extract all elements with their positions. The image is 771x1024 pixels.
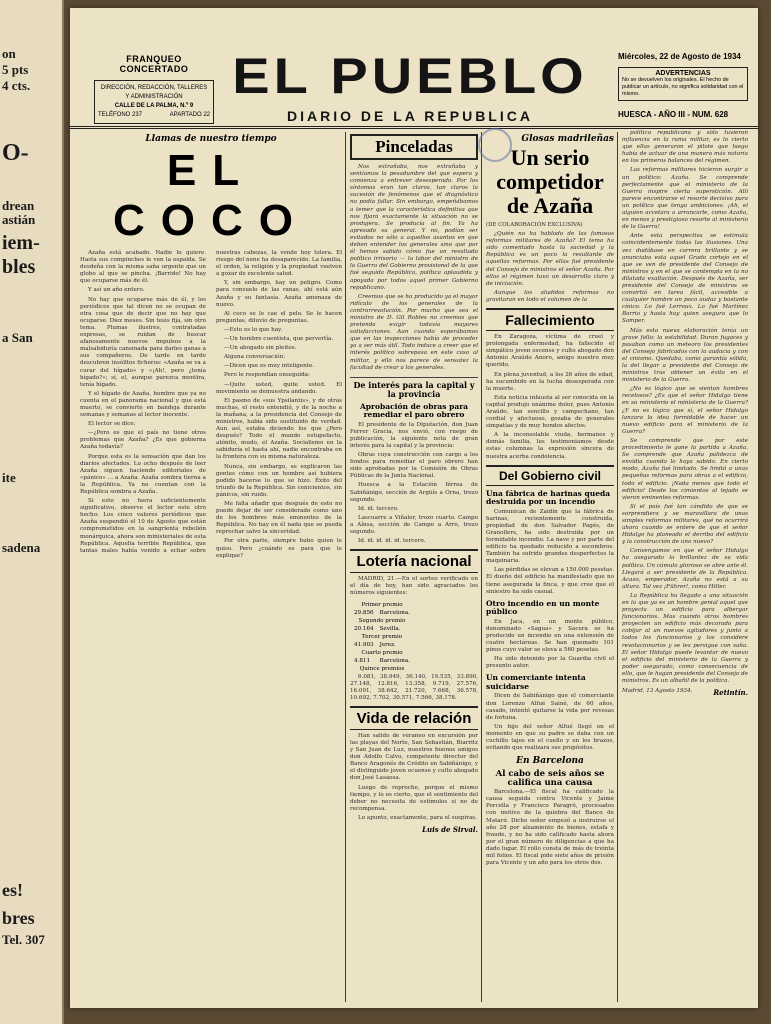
prize-number: 4.811 [354, 657, 371, 664]
masthead-left-box [94, 54, 214, 124]
fallecimiento-heading: Fallecimiento [486, 308, 614, 331]
suicida-body [486, 693, 614, 752]
admin-label: DIRECCIÓN, REDACCIÓN, TALLERES Y ADMINISTRACIÓN [100, 85, 208, 100]
paragraph: Más esta nueva elaboración tenía un grave fallo: la estabilidad. Duran fugaces y pasaban como un meteoro los presidentes del Consejo fabricados con la audacia y con el cinismo. Quedaba, como garantía sólida, la del llegar a presidente del Consejo de ministros tras obtener un éxito en el ministerio de la Guerra. [622, 327, 748, 384]
paragraph: Ha sido detenido por la Guardia civil el presunto autor. [486, 656, 614, 670]
paragraph: Azaña está acabado. Nadie lo quiere. Hasta sus compinches le ven la espalda. Se desdeña con la misma saña urgente que un globo al que se pincha. ¡Barrido! No hay que ocuparse más de él. [80, 250, 206, 285]
fallecimiento-body [486, 334, 614, 461]
advertencias-box [618, 67, 748, 101]
paragraph: Id. id. tercero. [358, 505, 399, 512]
gobierno-heading: Del Gobierno civil [486, 465, 614, 486]
paragraph: —Un hombre cuentista, que pervertía. [224, 336, 334, 343]
paragraph: —Dicen que es muy inteligente. [224, 363, 315, 370]
harinas-body [486, 509, 614, 596]
paragraph: Y así un año entero. [88, 287, 145, 294]
loteria-heading: Lotería nacional [350, 549, 478, 573]
paragraph: Esta noticia infausta al ser conocida en la capital produjo unánime dolor, pues Antonio Araúdo, tan sencillo y campechano, tan cordial y afectuoso, gozaba de generales simpatías y de muy hondos afectos. [486, 394, 614, 430]
competidor-body [486, 222, 614, 304]
vida-body [350, 733, 478, 822]
spine-fragment: 4 cts. [2, 78, 31, 93]
paragraph: ¿No es lógico que se sientan hombres recelosos? ¿Es que el señor Hidalgo tiene en su ministerio el ministerio de la Guerra? ¿Y no es lógico que sí, el señor Hidalgo lanzara la idea formidable de hacer un nuevo edificio para el ministerio de la Guerra? [622, 386, 748, 435]
suicida-headline: Un comerciante intenta suicidarse [486, 673, 586, 691]
paragraph: La República ha llegado a una situación en la que ya es un hombre genial aquel que proyecta un edificio para albergar funcionarios. Mas cuando otros hombres proyecten un edificio más decorado para cobijar al un nuevos agitadores y junto a todos los funcionarios y los considere revolucionarios y se les persigue con saña. El señor Hidalgo puede levantar de nuevo el edificio del ministerio de la Guerra y poder asegurado, como consecuencia de ello, que le hagan presidente del Consejo de ministros. Es un albañil de la política. [622, 592, 748, 685]
paragraph: Al coco se le cae el pelo. Se le hacen preguntas, diluvio de preguntas. [216, 310, 342, 324]
article-body [80, 250, 342, 560]
paragraph: En plena juventud, a los 26 años de edad, ha sucumbido en la lucha desesperada con la muerte. [486, 371, 614, 392]
paragraph: Dicen de Sabiñánigo que el comerciante don Lorenzo Alfué Sainé, de 60 años, casado, intentó quitarse la vida por revesas de fortuna. [486, 693, 614, 721]
paragraph: Y el hígado de Azaña, hombre que ya no cuenta en el panorama nacional y que está muerto, se convierte en bandeja durante semanas y semanas al lector inocente. [80, 390, 206, 419]
column-rule [481, 132, 482, 1002]
franqueo-label: FRANQUEO CONCERTADO [119, 54, 189, 74]
spine-fragment: es! [2, 880, 23, 900]
paragraph: A la inconsolable viuda, hermanos y demás familia, les testimoniamos desde estas columnas la expresión sincera de nuestra acerba condolencia. [486, 432, 614, 460]
barcelona-body [486, 789, 614, 867]
quince-numbers [350, 674, 478, 702]
paragraph: Han salido de veraneo en excursión por las playas del Norte, San Sebastián, Biarritz y San Juan de Luz, nuestros buenos amigos don Adolfo Calvo, competente director del Banco Aragonés de Crédito en Sabiñánigo, y el distinguido joven ocuense y culto abogado don José Lasaosa. [350, 732, 478, 782]
spine-fragment: drean [2, 198, 35, 213]
paragraph: El lector se dice: [88, 421, 136, 428]
column-rule [617, 132, 618, 1002]
paragraph: Las pérdidas se elevan a 150.000 pesetas. El dueño del edificio ha manifestado que no tiene asegurada la finca, y que cree que el siniestro ha sido casual. [486, 567, 614, 595]
article-kicker: Llamas de nuestro tiempo [145, 134, 277, 144]
dateline: Madrid, 13 Agosto 1934. [622, 688, 693, 695]
competidor-headline: Un serio competidor de Azaña [496, 145, 604, 218]
issue-number: HUESCA - AÑO III - NUM. 628 [618, 110, 729, 119]
pinceladas-body [350, 164, 478, 372]
signature: Luis de Sirval. [422, 825, 478, 834]
prize-place: Jerez. [379, 641, 396, 648]
prize-label: Segundo premio [358, 617, 406, 624]
paragraph: Luego de reproche, porque el mismo tiempo, y lo es cierto, que el sentimiento del deber no necesita de estímulos si no de recompensa. [350, 784, 478, 812]
prize-label: Cuarto premio [361, 649, 403, 656]
spine-fragment: bres [2, 908, 35, 928]
spine-fragment: ite [2, 470, 16, 485]
monte-body [486, 619, 614, 671]
paragraph: Ante esta perspectiva se estimula coincidentemente todas las ilusiones. Una vez dudábase en carrera brillante y se anunciaba esta aquel Grado cortejo en el que se ven de presidente del Consejo de ministros y en el que se contempla en la no dilatada exaltación. Después de Azaña, ser presidente del Consejo de ministros se convirtió en tarea fácil, accesible a cualquier hombre un poco audaz y bastante cínico. Lo fué Lerroux. Lo fué Martínez Barrio y hasta hay quien asegura que lo Samper. [622, 233, 748, 325]
newspaper-page [70, 8, 758, 1008]
obras-headline: Aprobación de obras para remediar el paro obrero [359, 401, 469, 420]
prize-place: Barcelona. [379, 657, 411, 664]
masthead [70, 8, 758, 129]
glosas-kicker: Glosas madrileñas [521, 134, 614, 144]
prize-label: Quince premios [359, 665, 405, 672]
paragraph: El pasmo de «sus Ypsilantis», y de otras muchas, el resto entendió, y de la noche a la mañana, a la presidencia del Consejo de ministros, había sido sustituido de verdad. Aun así, estaba diciendo los que ¿Pero después? Todo el mundo estupefacto, atónito, mudo, el Azaña. Socialismo en la sabiduría el hasta ahí, nadie encontraba en la frontera con su misma naturaleza. [216, 397, 342, 461]
prize-number: 29.856 [354, 609, 374, 616]
paragraph: Las reformas militares hicieron surgir a un político: Azaña. Se comprende perfectamente que el ministerio de la Guerra inspire cierta superstición. Allí parece encontrarse el resorte decisivo para un político que tenga ambiciones. ¡Ah, el alguien accetara a arrancarle, como Azaña, en menos y prestigioso resorte al ministerio de la Guerra! [622, 167, 748, 231]
newspaper-subtitle: DIARIO DE LA REPUBLICA [287, 108, 533, 124]
paragraph: Si el país fué tan cándido de que se sorprendiera y se maravillara de unas simples reformas militares, qué no ocurrirá ahora cuando se entere de que el señor Hidalgo ha planeado el derribo del edificio y la construcción de uno nuevo? [622, 503, 748, 546]
pinceladas-heading: Pinceladas [350, 134, 478, 160]
prize-label: Tercer premio [361, 633, 403, 640]
spine-fragment: iem- [2, 232, 40, 254]
paragraph: En Jaca, en un monte público, denominado «Sagua» y Sacera se ha producido un incendio en una extensión de cuatro hectáreas. Se han quemado 101 pinos cuyo valor se eleva a 560 pesetas. [486, 618, 614, 654]
paragraph: Id. id. id. id. id. tercero. [358, 538, 426, 545]
paragraph: —Esto es lo que hay. [224, 326, 283, 333]
paragraph: Aunque los aludidos reformas no gravitaran en todo el volumen de la [486, 289, 614, 303]
paragraph: 6.081, 38.949, 36.140, 19.535, 33.890, 27.148, 12.816, 13.358, 9.719, 27.576, 16.091, 38.642, 21.720, 7.668, 36.578, 10.692, 7.702, 30.571, 7.566, 38.178. [350, 673, 478, 701]
paragraph: —Un abogado sin pleitos. [224, 345, 297, 352]
paragraph: Pero le respondían enseguida: [224, 372, 310, 379]
adjacent-page-spine [0, 0, 64, 1024]
address-label: CALLE DE LA PALMA, N.º 9 [114, 103, 194, 109]
paragraph: Nos extrañaba, nos extrañaba y sentíamos la pesadumbre del que espera y comienza a entrever desesperado. Por los síntomas eran tan claros, tan claros la sucesión de fenómenos que el diagnóstico no podía fallar. Sin embargo, empeñábamos a temer que la característica definitiva que nos fijara exactamente la situación no se produjera. Se producía al fin. Ya ha apresado su general. Y no, podían ser evitados no sólo a aquellos asuntos en que deben entender los generales sino que por él hemos sabido cómo fue un resultado político irrisorio — la labor del ministro de la Guerra del Gobierno provisional de la que fué seguida República, política aplaudida y apoyada por todos aquel primer Gobierno republicano. [350, 164, 478, 291]
paragraph: Lascuarre a Viñaler, trozo cuarto. Campo a Aínsa, sección de Campo a Arro, trozo segundo. [350, 514, 478, 536]
paragraph: Alguna conversación: [224, 354, 285, 361]
advertencias-text: No se devuelven los originales. El hecho de publicar un artículo, no significa solidaridad con el mismo. [622, 77, 744, 97]
paragraph: Se comprende que por este procedimiento le gane la partida a Azaña. Se comprende que Azaña palidezca de envidia cuando lo haya sabido. En cierto modo, Azaña fué limitado. Se limitó a unas pequeñas reformas para obras a el edificio, todo el edificio. ¡Nada menos que todo el edificio! Desde los cimientos al tejado se vieron eminentes reformas. [622, 437, 748, 501]
paragraph: Creemos que se ha producido ya el mayor ridículo de los generales de la contrarrevolución. Por mucho que sea el ministro de D. Gil Robles no creemos que pretenda exigir todavía mayores satisfacciones. Aun cuando esperábamos que en las inspecciones había de proceder ya a ser más útil. Todo induce a creer que el interés político sobrepasa en este caso al militar, y ello nos parece de sensatez la facultad de crear a los generales. [350, 293, 478, 371]
harinas-headline: Una fábrica de harinas queda destruida por un incendio [486, 488, 611, 507]
column-three [486, 130, 614, 1000]
monte-headline: Otro incendio en un monte público [486, 598, 600, 617]
advertencias-title: ADVERTENCIAS [655, 70, 711, 77]
spine-fragment: astián [2, 212, 36, 227]
paragraph: En Zaragoza, víctima de cruel y prolongada enfermedad, ha fallecido el simpático joven oscense y culto abogado don Antonio Araúdo Anoro, amigo nuestro muy querido. [486, 334, 614, 369]
paragraph: —¿Pero es que el país no tiene otros problemas que Azaña? ¿Es que gobierna Azaña todavía? [80, 430, 206, 451]
column-two [350, 130, 478, 1000]
paragraph: Comunican de Zaidín que la fábrica de harinas, recientemente construida, propiedad de don Salvador Pagés, de Granollers, ha sido destruida por un formidable incendio. La nave y por parte del edificio ha quedado reducido a escombros. También ha sufrido grandes desperfectos la maquinaria. [486, 508, 614, 565]
apartado-label: APARTADO 22 [169, 112, 210, 118]
paragraph: Porque esta es la sensación que dan los diarios afectados. Lo ocho después de leer Azaña siguen haciendo editoriales de «pánico» ... a Azaña. Azaña sombra tierna a la República. Ya no cuentan con la República sombra a Azaña. [80, 453, 206, 495]
paragraph: Si esto no fuera suficientemente significativo, observe el lector este otro hecho: Los cinco valores periódicos que Azaña suspendió el 10 de Agosto que están comprometidos en la sangrienta rebelión monárquica, ahora son ministeriales de esta República. Aquella terrible República, que tantas males había venido a echar sobre nuestras cabezas, la vende hoy tolera. El riesgo del nene ha desaparecido. La familia, el orden, la religión y la propiedad vuelven a gozar de excelente salud. [80, 250, 342, 554]
paragraph: No hay que ocuparse más de él, y los periódicos que tal dicen no se ocupan de otra cosa que de decir que no hay que ocuparse. Diez meses. Sin tesis fija, sin otro tema. Plumas ilustres, contratadas expresas, se ruidan de buscar afanosamente nuevos impulsos a la malsabiduría cansinada para darles ganas a sus compañeros. De tarde en tarde descubren insólitos ficheros: «Azaña se va a curar del hígado» y «¡Ah!, pero ¿tenía hígado?»; sí, el, aunque parezca mentira, tenía hígado. [80, 296, 206, 388]
paragraph: Convengamos en que el señor Hidalgo ha asegurado la brillantez de su vida política. Un cúmulo glorioso se abre ante él. Llegará a ser presidente de la República. Acaso, emperador, Azaña no está a su altura. Tal vez ¡Führer!, como Hitler. [622, 548, 748, 590]
prize-number: 20.164 [354, 625, 374, 632]
prize-place: Sevilla. [379, 625, 401, 632]
obras-kicker: De interés para la capital y la provincia [350, 377, 478, 399]
prize-place: Barcelona. [379, 609, 411, 616]
column-four [622, 130, 748, 1000]
paragraph: —Quite usted, quite usted. El movimiento se demuestra andando. [216, 381, 342, 395]
paragraph: Por otra parte, siempre hubo quien le quiso. Pero ¿cuándo es para que le explique? [216, 538, 342, 559]
prize-label: Primer premio [361, 601, 403, 608]
paragraph: Me falta añadir que después de esto no puede dejar de ser considerado como uno de los hombres más eminentes de la República. No hay en él nada que se pueda reprochar salvo la sinceridad. [216, 501, 342, 536]
paragraph: Lo apunto, exactamente, para el suspiras. [358, 814, 477, 821]
barcelona-kicker: En Barcelona [516, 756, 584, 767]
byline: (DE COLABORACIÓN EXCLUSIVA) [486, 222, 583, 228]
paragraph: política republicana y sólo tuvieron influencia en la rama militar, es lo cierto que ellas generaron el pilote que luego había de actuar de una manera más notoria en los primeros balances del régimen. [622, 130, 748, 165]
spine-fragment: on [2, 46, 16, 61]
article-headline: EL COCO [113, 146, 309, 245]
admin-box [94, 80, 214, 124]
paragraph: Obras cuya construcción con cargo a los fondos para remediar el paro obrero han sido aprobadas por la Comisión de Obras Públicas de la Junta Nacional. [350, 452, 478, 480]
newspaper-title: EL PUEBLO [232, 47, 588, 104]
spine-fragment: bles [2, 256, 36, 278]
paragraph: Un hijo del señor Alfué llegó en el momento en que su padre se daba con un cuchillo tajos en el cuello y en los brazos, evitando que realizara sus propósitos. [486, 723, 614, 752]
article-el-coco [80, 130, 342, 1000]
prize-number: 41.903 [354, 641, 374, 648]
paragraph: El presidente de la Diputación, don Juan Ferrer Gracia, nos envió, con ruego de publicación, la siguiente nota de gran interés para la capital y la provincia: [350, 421, 478, 449]
loteria-intro [350, 576, 478, 597]
spine-fragment: sadena [2, 540, 41, 555]
paragraph: ¿Quién no ha hablado de las famosas reformas militares de Azaña? El tema ha sido comentado hasta la saciedad y la República es un poco la resultante de aquellas reformas. Por ellas fué presidente del Consejo de ministros el señor Azaña. Por ellas el régimen tuvo un desarrollo claro y de iniciación. [486, 231, 614, 287]
spine-fragment: O- [2, 140, 29, 166]
paragraph: Huesca a la Estación férrea de Sabiñánigo, sección de Argüís a Orna, trozo segundo. [350, 482, 478, 503]
vida-heading: Vida de relación [350, 706, 478, 730]
phone-label: TELÉFONO 237 [98, 112, 143, 118]
paragraph: Y, sin embargo, hay un peligro. Como para consuelo de las ranas, ahí está aún Azaña y su fantasía. Azaña amenaza de nuevo. [216, 280, 342, 308]
masthead-right-box [618, 52, 748, 101]
competidor-continued [622, 130, 748, 685]
column-rule [345, 132, 346, 1002]
barcelona-headline: Al cabo de seis años se califica una causa [495, 769, 605, 788]
loteria-results [350, 600, 414, 674]
paragraph: Nunca, sin embargo, se explicaron las gentes cómo con un hombre así hubiera podido hacerse lo que se hizo. Éxito del triunfo de la República. Sin cenicientos, sin pánicos, sin ruido. [216, 463, 342, 498]
signature: Retintín. [713, 688, 748, 698]
issue-date: Miércoles, 22 de Agosto de 1934 [618, 52, 741, 61]
paragraph: MADRID, 21.—En el sorteo verificado en el día de hoy, han sido agraciados los números siguientes: [350, 576, 478, 597]
paragraph: Barcelona.—El fiscal ha calificado la causa seguida contra Vicente y Jaime Porcella y Francisco Paragró, procesados con motivo de la quiebra del Banco de Mataró. Dicho señor empezó a instruirse el año 28 por alzamiento de bienes, estafa y fraude, y no ha sido calificado hasta ahora por el gran número de diligencias a que ha dado lugar. El rollo consta de más de treinta mil folios. El fiscal pide siete años de prisión para Vicente y un año para los otros dos. [486, 789, 614, 867]
obras-body [350, 422, 478, 546]
spine-fragment: Tel. 307 [2, 932, 45, 947]
spine-fragment: a San [2, 330, 33, 345]
spine-fragment: 5 pts [2, 62, 29, 77]
